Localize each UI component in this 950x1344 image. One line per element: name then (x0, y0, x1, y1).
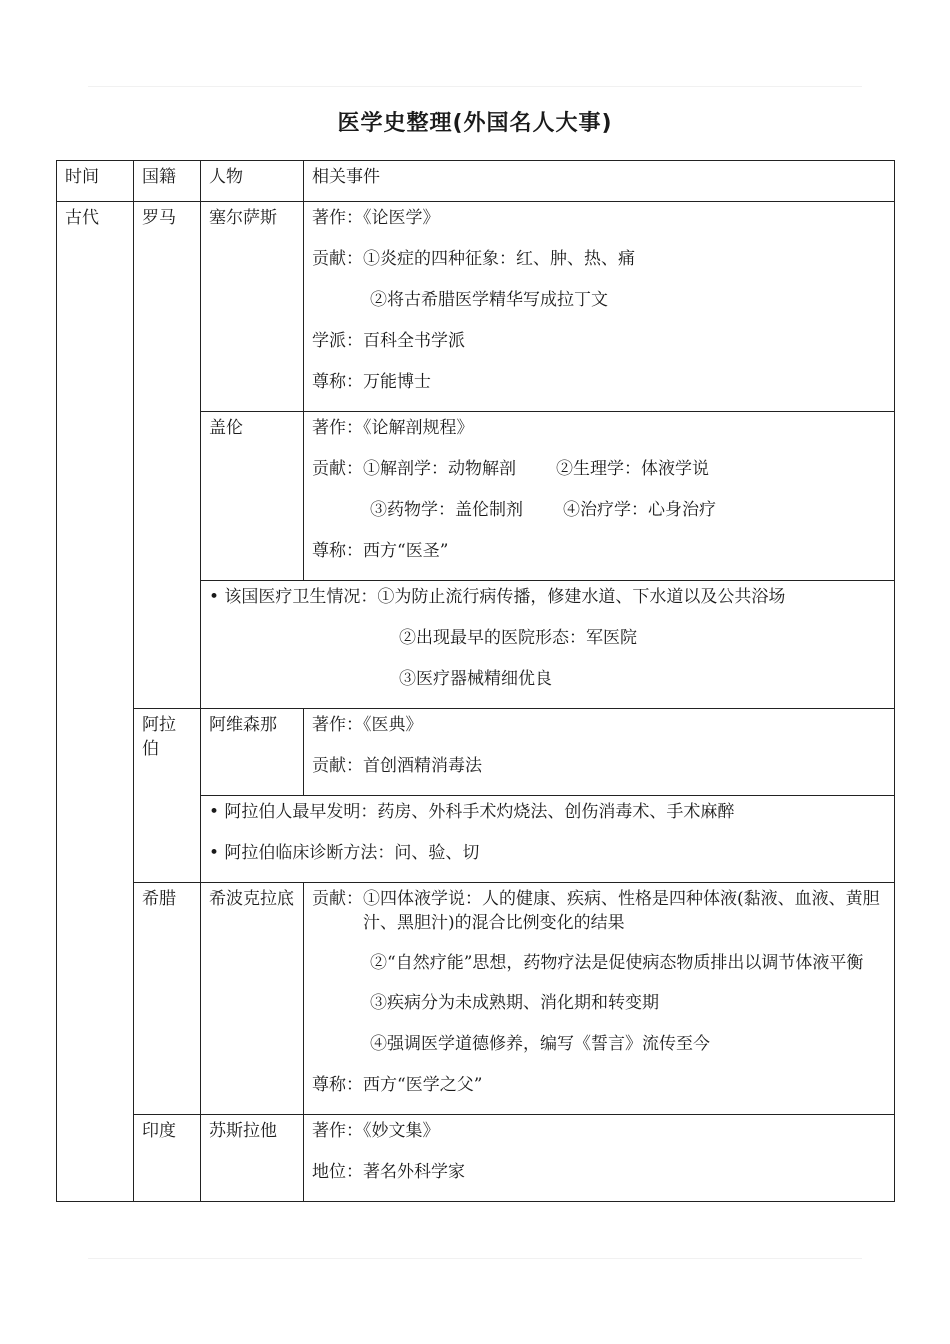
header-person: 人物 (201, 161, 304, 202)
header-time: 时间 (57, 161, 134, 202)
celsus-title: 尊称：万能博士 (312, 372, 431, 392)
hippocrates-contrib-3: ③疾病分为未成熟期、消化期和转变期 (370, 993, 659, 1013)
events-cell-avicenna (304, 709, 895, 796)
table-row (57, 709, 895, 796)
header-rule (88, 86, 862, 87)
person-cell-avicenna: 阿维森那 (201, 709, 304, 796)
hippocrates-contrib-label: 贡献： (312, 889, 363, 909)
events-cell-hippocrates (304, 883, 895, 1115)
hippocrates-contrib-4: ④强调医学道德修养，编写《誓言》流传至今 (370, 1034, 710, 1054)
rome-health-2: ②出现最早的医院形态：军医院 (399, 628, 637, 648)
table-row (57, 1115, 895, 1202)
header-country: 国籍 (134, 161, 201, 202)
celsus-school: 学派：百科全书学派 (312, 331, 465, 351)
galen-contrib-row-1 (312, 457, 886, 498)
country-cell-arabia: 阿拉伯 (134, 709, 201, 883)
hippocrates-contrib-1-row (312, 887, 886, 951)
galen-contrib-1b: ②生理学：体液学说 (556, 459, 709, 479)
sushruta-work: 著作：《妙文集》 (312, 1121, 440, 1141)
galen-contrib-1a: 贡献：①解剖学：动物解剖 (312, 459, 516, 479)
time-cell-ancient: 古代 (57, 202, 134, 1202)
country-cell-rome: 罗马 (134, 202, 201, 709)
galen-contrib-2b: ④治疗学：心身治疗 (563, 500, 716, 520)
celsus-contrib-2: ②将古希腊医学精华写成拉丁文 (370, 290, 608, 310)
arabia-note-2: • 阿拉伯临床诊断方法：问、验、切 (209, 843, 480, 863)
rome-health-1: • 该国医疗卫生情况：①为防止流行病传播，修建水道、下水道以及公共浴场 (209, 587, 786, 607)
avicenna-contrib: 贡献：首创酒精消毒法 (312, 756, 482, 776)
events-cell-galen (304, 412, 895, 581)
hippocrates-contrib-2: ②“自然疗能”思想，药物疗法是促使病态物质排出以调节体液平衡 (370, 953, 864, 973)
avicenna-work: 著作：《医典》 (312, 715, 423, 735)
country-cell-greece: 希腊 (134, 883, 201, 1115)
events-cell-sushruta (304, 1115, 895, 1202)
footer-rule (88, 1258, 862, 1259)
table-row (57, 202, 895, 412)
arabia-note-1: • 阿拉伯人最早发明：药房、外科手术灼烧法、创伤消毒术、手术麻醉 (209, 802, 735, 822)
hippocrates-title: 尊称：西方“医学之父” (312, 1075, 483, 1095)
history-table (56, 160, 895, 1202)
table-header-row (57, 161, 895, 202)
events-cell-celsus (304, 202, 895, 412)
galen-contrib-row-2 (312, 498, 886, 539)
arabia-notes-cell (201, 796, 895, 883)
galen-contrib-2a: ③药物学：盖伦制剂 (370, 500, 523, 520)
table-row (57, 883, 895, 1115)
page-title: 医学史整理(外国名人大事) (337, 111, 613, 136)
sushruta-status: 地位：著名外科学家 (312, 1162, 465, 1182)
celsus-work: 著作：《论医学》 (312, 208, 440, 228)
header-events: 相关事件 (304, 161, 895, 202)
person-cell-sushruta: 苏斯拉他 (201, 1115, 304, 1202)
person-cell-hippocrates: 希波克拉底 (201, 883, 304, 1115)
country-cell-india: 印度 (134, 1115, 201, 1202)
person-cell-galen: 盖伦 (201, 412, 304, 581)
rome-health-cell (201, 581, 895, 709)
rome-health-3: ③医疗器械精细优良 (399, 669, 552, 689)
galen-work: 著作：《论解剖规程》 (312, 418, 474, 438)
person-cell-celsus: 塞尔萨斯 (201, 202, 304, 412)
galen-title: 尊称：西方“医圣” (312, 541, 449, 561)
hippocrates-contrib-1: ①四体液学说：人的健康、疾病、性格是四种体液(黏液、血液、黄胆汁、黑胆汁)的混合比例变化的结果 (363, 889, 880, 933)
celsus-contrib-1: 贡献：①炎症的四种征象：红、肿、热、痛 (312, 249, 635, 269)
